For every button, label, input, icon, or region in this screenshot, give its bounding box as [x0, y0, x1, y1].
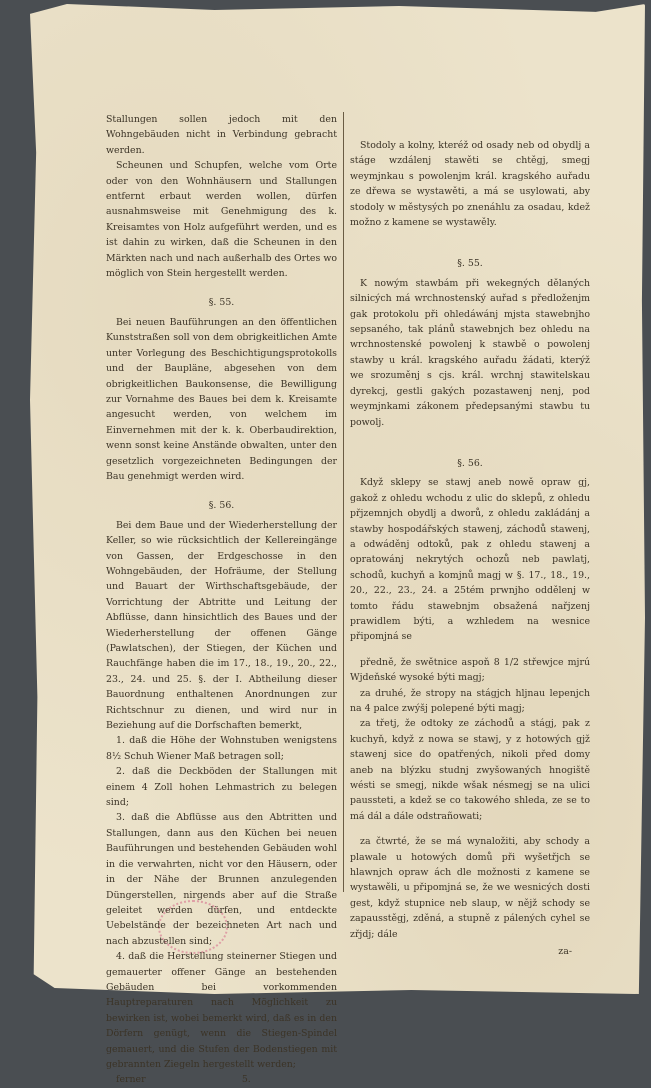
catch-word: za- [558, 946, 572, 958]
czech-column [350, 138, 590, 960]
section-heading: §. 56. [457, 457, 483, 469]
list-item: 4. daß die Herstellung steinerner Stiegen und gemauerter offener Gänge an bestehenden Gebäuden bei vorkommenden Hauptreparaturen nach Möglichkeit zu bewirken ist, wobei bemerkt wird, daß es in den Dörfern genügt, wenn die Stiegen-Spindel gemauert, und die Stufen der Bodenstiegen mit gebrannten Ziegeln hergestellt werden; [106, 951, 337, 1070]
paragraph: Když sklepy se stawj aneb nowě opraw gj, gakož z ohledu wchodu z ulic do sklepů, z ohledu přjzemnjch obydlj a dworů, z ohledu zakládánj a stawby hospodářských stawenj, záchodů stawenj, a odwáděnj odtoků, pak z ohledu stawenj a opratowánj nekrytých ochozů neb pawlatj, schodů, kuchyň a komjnů magj w §. 17., 18., 19., 20., 22., 23., 24. a 25tém prwnjho oddělenj w tomto řádu stawebnjm obsažená nařjzenj prawidlem býti, a wzhledem na wesnice připomjná se [350, 477, 590, 643]
page-footer [106, 1072, 337, 1087]
paragraph: K nowým stawbám při wekegných dělaných silnicých má wrchnostenský auřad s předloženjm gak protokolu při ohledáwánj mjsta stawebnjho sepsaného, tak plánů stawebnjch bez ohledu na wrchnostenské powolenj k stawbě o powolenj stawby u král. kragského auřadu žádati, kterýž we srozuměnj s cjs. král. wrchnj stawitelskau dyrekcj, gestli gakých pozastawenj nenj, pod weymjnkami zákonem předepsanými stawbu tu powolj. [350, 277, 590, 428]
column-divider [343, 112, 344, 892]
section-heading: §. 55. [208, 297, 235, 309]
list-item: 1. daß die Höhe der Wohnstuben wenigstens 8½ Schuh Wiener Maß betragen soll; [106, 735, 337, 762]
list-item: za čtwrté, že se má wynaložiti, aby schody a plawale u hotowých domů při wyšetřjch se hlawnjch opraw ách dle možnosti z kamene se wystawěli, u připomjná se, že we wesnicých dosti gest, když stupnice neb slaup, w nějž schody se zapausstěgj, zděná, a stupně z pálených cyhel se zřjdj; dále [350, 836, 590, 940]
list-item: za druhé, že stropy na stágjch hljnau lepenjch na 4 palce zwýšj polepené býti magj; [350, 687, 590, 714]
paragraph: Stodoly a kolny, kteréž od osady neb od obydlj a stáge wzdálenj stawěti se chtěgj, smegj weymjnkau s powolenjm král. kragského auřadu ze dřewa se wystawěti, a má se usylowati, aby stodoly w městysých po znenáhlu za osadau, kdež možno z kamene se wystawěly. [350, 140, 590, 229]
catch-word: ferner [116, 1074, 146, 1086]
list-item: za třetj, že odtoky ze záchodů a stágj, pak z kuchyň, když z nowa se stawj, y z hotowých gjž stawenj sice do opatřených, nikoli před domy aneb na blýzku studnj zwyšowaných hnogiště wésti se smegj, nikde wšak nésmegj se na ulici paussteti, a kdež se co takowého shleda, ze se to má dál a dále odstrañowati; [350, 718, 590, 822]
paragraph: Stallungen sollen jedoch mit den Wohngebäuden nicht in Verbindung gebracht werden. [106, 114, 337, 156]
list-item: 3. daß die Abflüsse aus den Abtritten und Stallungen, dann aus den Küchen bei neuen Bauführungen und bestehenden Gebäuden wohl in die verwahrten, nicht vor den Häusern, oder in der Nähe der Brunnen anzulegenden Düngerstellen, nirgends aber auf die Straße geleitet werden dürfen, und entdeckte Uebelstände der bezeichneten Art nach und nach abzustellen sind; [106, 812, 337, 947]
paragraph: Bei neuen Bauführungen an den öffentlichen Kunststraßen soll von dem obrigkeitlichen Amte unter Vorlegung des Beschichtigungsprotokolls und der Baupläne, abgesehen von dem obrigkeitlichen Baukonsense, die Bewilligung zur Vornahme des Baues bei dem k. Kreisamte angesucht werden, von welchem im Einvernehmen mit der k. k. Oberbaudirektion, wenn sonst keine Anstände obwalten, unter den gesetzlich vorgezeichneten Bedingungen der Bau genehmigt werden wird. [106, 316, 337, 482]
paragraph: Scheunen und Schupfen, welche vom Orte oder von den Wohnhäusern und Stallungen entfernt erbaut werden wollen, dürfen ausnahmsweise mit Genehmigung des k. Kreisamtes von Holz aufgeführt werden, und es ist dahin zu wirken, daß die Scheunen in den Märkten nach und nach außerhalb des Ortes wo möglich von Stein hergestellt werden. [106, 160, 337, 280]
section-heading: §. 55. [457, 258, 483, 270]
section-heading: §. 56. [208, 500, 235, 512]
signature-mark: 5. [241, 1074, 251, 1086]
paragraph: Bei dem Baue und der Wiederherstellung der Keller, so wie rücksichtlich der Kellereingänge von Gassen, der Erdgeschosse in den Wohngebäuden, der Hofräume, der Stellung und Bauart der Wirthschaftsgebäude, der Vorrichtung der Abtritte und Leitung der Abflüsse, dann hinsichtlich des Baues und der Wiederherstellung der offenen Gänge (Pawlatschen), der Stiegen, der Küchen und Rauchfänge haben die im 17., 18., 19., 20., 22., 23., 24. und 25. §. der I. Abtheilung dieser Bauordnung enthaltenen Anordnungen zur Richtschnur zu dienen, und wird nur in Beziehung auf die Dorfschaften bemerkt, [106, 519, 337, 732]
list-item: 2. daß die Deckböden der Stallungen mit einem 4 Zoll hohen Lehmastrich zu belegen sind; [106, 766, 337, 809]
german-column [106, 112, 337, 1088]
list-item: předně, že swětnice aspoň 8 1/2 střewjce mjrú Wjdeňské wysoké býti magj; [350, 656, 590, 684]
